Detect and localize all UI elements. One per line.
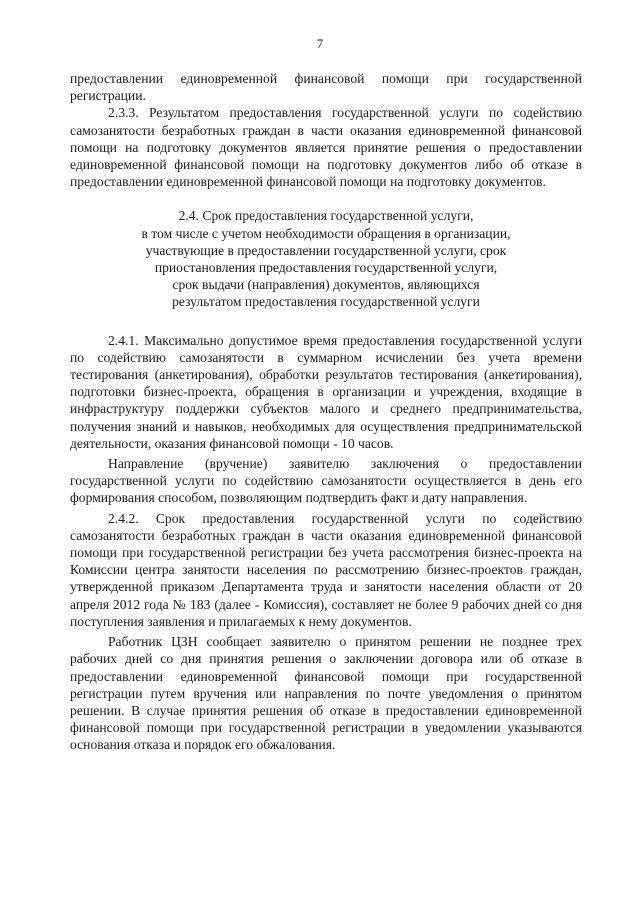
document-body [70,70,582,754]
paragraph-direction: Направление (вручение) заявителю заключения о предоставлении государственной услуги по содействию самозанятости осуществляется в день его формирования способом, позволяющим подтвердить факт и дату направления. [70,456,582,506]
paragraph-2-4-1: 2.4.1. Максимально допустимое время предоставления государственной услуги по содействию самозанятости в суммарном исчислении без учета времени тестирования (анкетирования), обработки результатов тестирования (анкетирования), подготовки бизнес-проекта, обращения в организации и учреждения, входящие в инфраструктуру поддержки субъектов малого и среднего предпринимательства, получения знаний и навыков, необходимых для осуществления предпринимательской деятельности, оказания финансовой помощи - 10 часов. [70,332,582,451]
heading-line: 2.4. Срок предоставления государственной услуги, [178,208,474,224]
heading-line: в том числе с учетом необходимости обращения в организации, [141,225,511,241]
paragraph-intro-continuation: предоставлении единовременной финансовой помощи при государственной регистрации. [70,71,582,104]
heading-line: результатом предоставления государственной услуги [172,294,480,310]
page-number: 7 [316,36,324,51]
heading-line: участвующие в предоставлении государственной услуги, срок [145,242,507,258]
paragraph-2-4-2: 2.4.2. Срок предоставления государственной услуги по содействию самозанятости безработных граждан в части оказания единовременной финансовой помощи при государственной регистрации без учета рассмотрения бизнес-проекта на Комиссии центра занятости населения по рассмотрению бизнес-проектов граждан, утвержденной приказом Департамента труда и занятости населения области от 20 апреля 2012 года № 183 (далее - Комиссия), составляет не более 9 рабочих дней со дня поступления заявления и прилагаемых к нему документов. [70,510,582,629]
paragraph-2-3-3: 2.3.3. Результатом предоставления государственной услуги по содействию самозанятости безработных граждан в части оказания единовременной финансовой помощи на подготовку документов является принятие решения о предоставлении единовременной финансовой помощи на подготовку документов либо об отказе в предоставлении единовременной финансовой помощи на подготовку документов. [70,105,582,190]
heading-line: приостановления предоставления государственной услуги, [154,260,498,276]
heading-line: срок выдачи (направления) документов, являющихся [172,277,480,293]
paragraph-worker-notification: Работник ЦЗН сообщает заявителю о принятом решении не позднее трех рабочих дней со дня принятия решения о заключении договора или об отказе в предоставлении единовременной финансовой помощи при государственной регистрации путем вручения или направления по почте уведомления о принятом решении. В случае принятия решения об отказе в предоставлении единовременной финансовой помощи при государственной регистрации в уведомлении указываются основания отказа и порядок его обжалования. [70,634,582,753]
section-heading-2-4 [70,207,582,310]
